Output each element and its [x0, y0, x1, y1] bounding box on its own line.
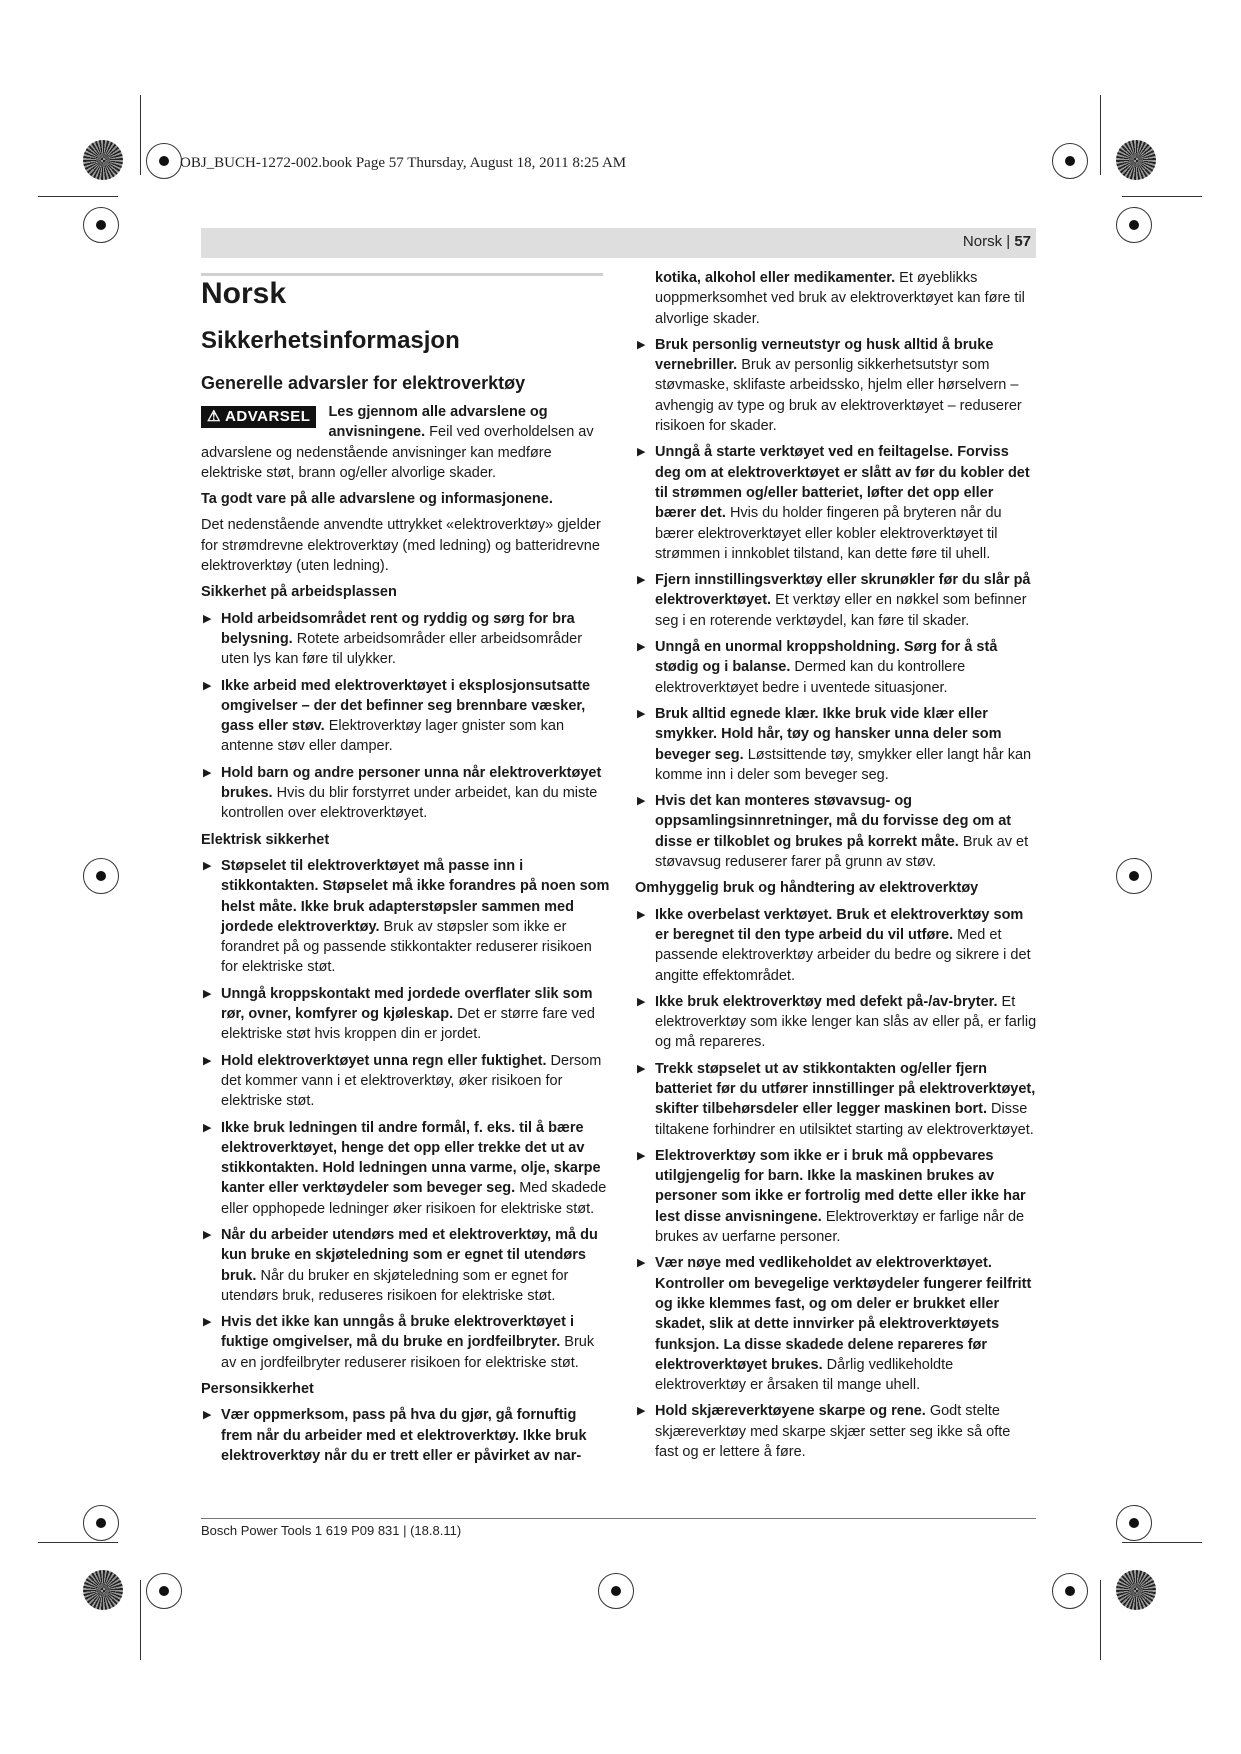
crop-line [1100, 1580, 1101, 1660]
warning-text: Feil ved overholdelsen av advarslene og nedenstående anvisninger kan medføre elektriske støt, brann og/eller alvorlige skader. [201, 424, 594, 481]
crop-line [140, 1580, 141, 1660]
list-item: ▶ Hold skjæreverktøyene skarpe og rene. Godt stelte skjæreverktøy med skarpe skjær setter seg ikke så ofte fast og er lettere å føre. [637, 1403, 1011, 1461]
bullet-arrow-icon: ▶ [203, 859, 212, 872]
color-wheel-mark-tr [1116, 140, 1156, 180]
crosshair-mark [83, 207, 119, 243]
care-heading: Omhyggelig bruk og håndtering av elektroverktøy [635, 880, 979, 897]
color-wheel-mark-br [1116, 1570, 1156, 1610]
crosshair-mark [1052, 1573, 1088, 1609]
bullet-arrow-icon: ▶ [203, 679, 212, 692]
crosshair-mark [146, 1573, 182, 1609]
crosshair-mark [1052, 143, 1088, 179]
bullet-arrow-icon: ▶ [637, 795, 646, 808]
crosshair-mark [598, 1573, 634, 1609]
bullet-arrow-icon: ▶ [637, 574, 646, 587]
crop-line [1122, 196, 1202, 197]
list-item: ▶ Hold elektroverktøyet unna regn eller fuktighet. Dersom det kommer vann i et elektroverktøy, øker risikoen for elektriske støt. [203, 1052, 602, 1110]
continuation-paragraph: kotika, alkohol eller medikamenter. Et øyeblikks uoppmerksomhet ved bruk av elektroverktøyet kan føre til alvorlige skader. [655, 270, 1025, 327]
list-item: ▶ Ikke bruk elektroverktøy med defekt på-/av-bryter. Et elektroverktøy som ikke lenger kan slås av eller på, er farlig og må repareres. [637, 993, 1037, 1051]
bullet-arrow-icon: ▶ [637, 1257, 646, 1270]
list-item: ▶ Vær oppmerksom, pass på hva du gjør, gå fornuftig frem når du arbeider med et elektroverktøy. Ikke bruk elektroverktøy når du er trett eller er påvirket av nar- [203, 1407, 587, 1464]
list-item: ▶ Ikke bruk ledningen til andre formål, f. eks. til å bære elektroverktøyet, henge det opp eller trekke det ut av stikkontakten. Hold ledningen unna varme, olje, skarpe kanter eller verktøydeler som beveger seg. Med skadede eller opphopede ledninger øker risikoen for elektriske støt. [203, 1119, 607, 1217]
bullet-arrow-icon: ▶ [637, 707, 646, 720]
crop-line [140, 95, 141, 175]
bullet-arrow-icon: ▶ [203, 987, 212, 1000]
crosshair-mark [1116, 858, 1152, 894]
bullet-arrow-icon: ▶ [637, 338, 646, 351]
list-item: ▶ Unngå å starte verktøyet ved en feiltagelse. Forviss deg om at elektroverktøyet er slått av før du kobler det til strømmen og/eller batteriet, løfter det opp eller bærer det. Hvis du holder fingeren på bryteren når du bærer elektroverktøyet eller kobler elektroverktøyet til strømmen i innkoblet tilstand, kan dette føre til uhell. [637, 444, 1030, 562]
crop-line [38, 1542, 118, 1543]
list-item: ▶ Hold arbeidsområdet rent og ryddig og sørg for bra belysning. Rotete arbeidsområder eller arbeidsområder uten lys kan føre til ulykker. [203, 610, 583, 668]
bullet-arrow-icon: ▶ [637, 908, 646, 921]
page-header [963, 233, 1031, 250]
list-item: ▶ Elektroverktøy som ikke er i bruk må oppbevares utilgjengelig for barn. Ikke la maskinen brukes av personer som ikke er fortrolig med dette eller ikke har lest disse anvisningene. Elektroverktøy er farlige når de brukes av uerfarne personer. [637, 1147, 1026, 1246]
color-wheel-mark-bl [83, 1570, 123, 1610]
page-number: 57 [1014, 233, 1031, 250]
warning-bold: Les gjennom alle advarslene og anvisningene. [328, 404, 548, 441]
color-wheel-mark-tl [83, 140, 123, 180]
list-item: ▶ Hvis det ikke kan unngås å bruke elektroverktøyet i fuktige omgivelser, må du bruke en jordfeilbryter. Bruk av en jordfeilbryter reduserer risikoen for elektriske støt. [203, 1314, 595, 1371]
crop-line [1100, 95, 1101, 175]
list-item: ▶ Vær nøye med vedlikeholdet av elektroverktøyet. Kontroller om bevegelige verktøydeler fungerer feilfritt og ikke klemmes fast, og om deler er brukket eller skadet, slik at dette innvirker på elektroverktøyets funksjon. La disse skadede delene repareres før elektroverktøyet brukes. Dårlig vedlikeholdte elektroverktøy er årsaken til mange uhell. [637, 1255, 1032, 1394]
crosshair-mark [1116, 1505, 1152, 1541]
work-area-heading: Sikkerhet på arbeidsplassen [201, 584, 397, 601]
right-column [635, 268, 1037, 1468]
subsection-title: Generelle advarsler for elektroverktøy [201, 373, 526, 393]
header-band [201, 228, 1036, 258]
page-footer: Bosch Power Tools 1 619 P09 831 | (18.8.11) [201, 1523, 462, 1538]
page-title: Norsk [201, 277, 287, 310]
list-item: ▶ Ikke arbeid med elektroverktøyet i eksplosjonsutsatte omgivelser – der det befinner seg brennbare væsker, gass eller støv. Elektroverktøy lager gnister som kan antenne støv eller damper. [203, 677, 591, 755]
list-item: ▶ Støpselet til elektroverktøyet må passe inn i stikkontakten. Støpselet må ikke forandres på noen som helst måte. Ikke bruk adapterstøpsler sammen med jordede elektroverktøy. Bruk av støpsler som ikke er forandret på og passende stikkontakter reduserer risikoen for elektriske støt. [203, 857, 610, 976]
bullet-arrow-icon: ▶ [203, 1121, 212, 1134]
list-item: ▶ Trekk støpselet ut av stikkontakten og/eller fjern batteriet før du utfører innstillinger på elektroverktøyet, skifter tilbehørsdeler eller legger maskinen bort. Disse tiltakene forhindrer en utilsiktet starting av elektroverktøyet. [637, 1060, 1036, 1138]
bullet-arrow-icon: ▶ [637, 641, 646, 654]
intro-paragraph: Det nedenstående anvendte uttrykket «elektroverktøy» gjelder for strømdrevne elektroverktøy (med ledning) og batteridrevne elektroverktøy (uten ledning). [201, 517, 601, 575]
bullet-arrow-icon: ▶ [637, 1405, 646, 1418]
crosshair-mark [83, 1505, 119, 1541]
keep-note: Ta godt vare på alle advarslene og informasjonene. [201, 491, 553, 508]
crosshair-mark [1116, 207, 1152, 243]
personal-heading: Personsikkerhet [201, 1381, 314, 1398]
left-column [201, 276, 611, 1472]
electrical-heading: Elektrisk sikkerhet [201, 831, 330, 848]
list-item: ▶ Når du arbeider utendørs med et elektroverktøy, må du kun bruke en skjøteledning som er egnet til utendørs bruk. Når du bruker en skjøteledning som er egnet for utendørs bruk, reduseres risikoen for elektriske støt. [203, 1226, 598, 1304]
crop-line [38, 196, 118, 197]
bullet-arrow-icon: ▶ [203, 1054, 212, 1067]
bullet-arrow-icon: ▶ [203, 612, 212, 625]
bullet-arrow-icon: ▶ [637, 1149, 646, 1162]
list-item: ▶ Unngå en unormal kroppsholdning. Sørg for å stå stødig og i balanse. Dermed kan du kontrollere elektroverktøyet bedre i uventede situasjoner. [637, 639, 998, 696]
warning-block [201, 402, 611, 483]
section-title: Sikkerhetsinformasjon [201, 327, 460, 354]
list-item: ▶ Ikke overbelast verktøyet. Bruk et elektroverktøy som er beregnet til den type arbeid du vil utføre. Med et passende elektroverktøy arbeider du bedre og sikrere i det angitte effektområdet. [637, 906, 1031, 984]
list-item: ▶ Hvis det kan monteres støvavsug- og oppsamlingsinnretninger, må du forvisse deg om at disse er tilkoblet og brukes på korrekt måte. Bruk av et støvavsug reduserer farer på grunn av støv. [637, 793, 1029, 871]
crosshair-mark [146, 143, 182, 179]
crop-line [1122, 1542, 1202, 1543]
print-info-line: OBJ_BUCH-1272-002.book Page 57 Thursday, August 18, 2011 8:25 AM [180, 155, 627, 171]
list-item: ▶ Fjern innstillingsverktøy eller skrunøkler før du slår på elektroverktøyet. Et verktøy eller en nøkkel som befinner seg i en roterende verktøydel, kan føre til skader. [637, 572, 1031, 629]
bullet-arrow-icon: ▶ [637, 995, 646, 1008]
header-language: Norsk | [962, 233, 1011, 250]
crosshair-mark [83, 858, 119, 894]
bullet-arrow-icon: ▶ [203, 1409, 212, 1422]
bullet-arrow-icon: ▶ [637, 1062, 646, 1075]
list-item: ▶ Unngå kroppskontakt med jordede overflater slik som rør, ovner, komfyrer og kjøleskap. Det er større fare ved elektriske støt hvis kroppen din er jordet. [203, 985, 595, 1043]
list-item: ▶ Bruk alltid egnede klær. Ikke bruk vide klær eller smykker. Hold hår, tøy og hansker unna deler som beveger seg. Løstsittende tøy, smykker eller langt hår kan komme inn i deler som beveger seg. [637, 705, 1032, 783]
footer-rule [201, 1518, 1036, 1519]
bullet-arrow-icon: ▶ [637, 446, 646, 459]
list-item: ▶ Hold barn og andre personer unna når elektroverktøyet brukes. Hvis du blir forstyrret under arbeidet, kan du miste kontrollen over elektroverktøyet. [203, 764, 602, 822]
bullet-arrow-icon: ▶ [203, 1316, 212, 1329]
warning-badge: ⚠ ADVARSEL [201, 406, 316, 428]
bullet-arrow-icon: ▶ [203, 766, 212, 779]
bullet-arrow-icon: ▶ [203, 1228, 212, 1241]
list-item: ▶ Bruk personlig verneutstyr og husk alltid å bruke vernebriller. Bruk av personlig sikkerhetsutstyr som støvmaske, sklifaste arbeidssko, hjelm eller hørselvern – avhengig av type og bruk av elektroverktøyet – reduserer risikoen for skader. [637, 336, 1022, 435]
